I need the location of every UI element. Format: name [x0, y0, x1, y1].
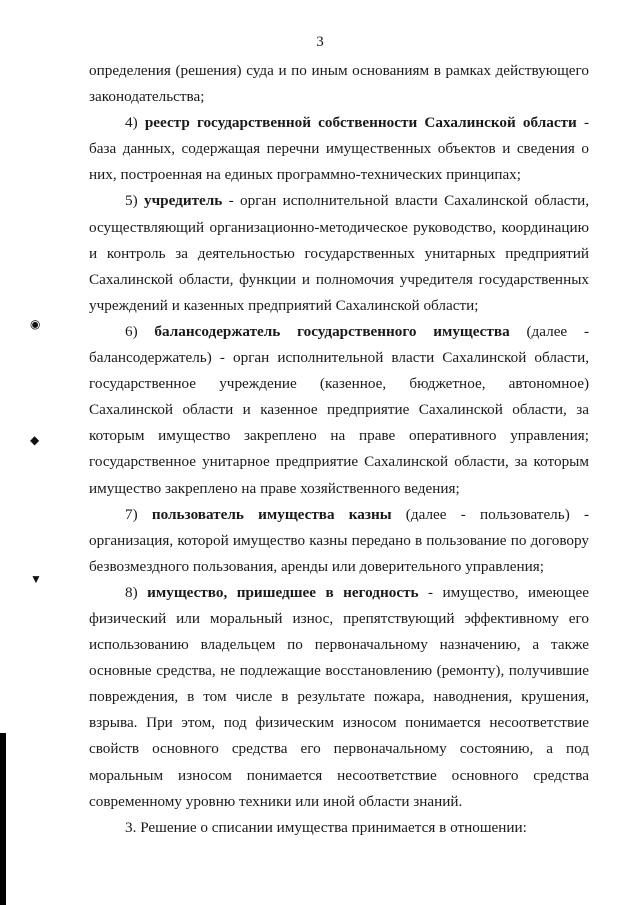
defined-term: балансодержатель государственного имущества [154, 322, 510, 340]
item-number: 4) [125, 114, 145, 132]
item-number: 5) [125, 192, 144, 210]
document-body [89, 58, 589, 841]
definition-text: (далее - балансодержатель) - орган исполнительной власти Сахалинской области, государственное учреждение (казенное, бюджетное, автономное) Сахалинской области и казенное предприятие Сахалинской области, за которым имущество закреплено на праве оперативного управления; государственное унитарное предприятие Сахалинской области, за которым имущество закреплено на праве хозяйственного ведения; [89, 322, 590, 497]
defined-term: имущество, пришедшее в негодность [147, 583, 419, 601]
defined-term: учредитель [143, 192, 223, 210]
binding-hole-mark: ◉ [30, 317, 41, 331]
scan-edge-shadow [0, 733, 6, 905]
item-number: 7) [125, 505, 152, 523]
definition-unusable-property [89, 580, 589, 815]
paragraph-text: 3. Решение о списании имущества принимается в отношении: [125, 818, 527, 836]
page-number: 3 [316, 34, 324, 50]
binding-hole-mark: ◆ [30, 433, 40, 447]
item-number: 8) [125, 583, 148, 601]
definition-text: - база данных, содержащая перечни имущественных объектов и сведения о них, построенная на единых программно-технических принципах; [89, 114, 590, 184]
definition-founder [89, 188, 589, 318]
paragraph-continuation [89, 58, 589, 110]
definition-registry [89, 110, 589, 188]
definition-text: - орган исполнительной власти Сахалинской области, осуществляющий организационно-методическое руководство, координацию и контроль за деятельностью государственных унитарных предприятий Сахалинской области, функции и полномочия учредителя государственных учреждений и казенных предприятий Сахалинской области; [89, 192, 589, 314]
defined-term: реестр государственной собственности Сахалинской области [144, 114, 577, 132]
definition-balance-holder [89, 319, 589, 502]
paragraph-text: определения (решения) суда и по иным основаниям в рамках действующего законодательства; [89, 62, 589, 106]
definition-text: (далее - пользователь) - организация, которой имущество казны передано в пользование по договору безвозмездного пользования, аренды или доверительного управления; [89, 505, 590, 575]
defined-term: пользователь имущества казны [151, 505, 392, 523]
definition-user [89, 502, 589, 580]
section-decision [89, 815, 589, 841]
definition-text: - имущество, имеющее физический или моральный износ, препятствующий эффективному его использованию владельцем по первоначальному назначению, а также основные средства, не подлежащие восстановлению (ремонту), получившие повреждения, в том числе в результате пожара, наводнения, крушения, взрыва. При этом, под физическим износом понимается несоответствие свойств основного средства его первоначальному состоянию, а под моральным износом понимается несоответствие основного средства современному уровню техники или иной области знаний. [89, 583, 589, 810]
item-number: 6) [125, 322, 155, 340]
binding-hole-mark: ▼ [30, 572, 42, 586]
